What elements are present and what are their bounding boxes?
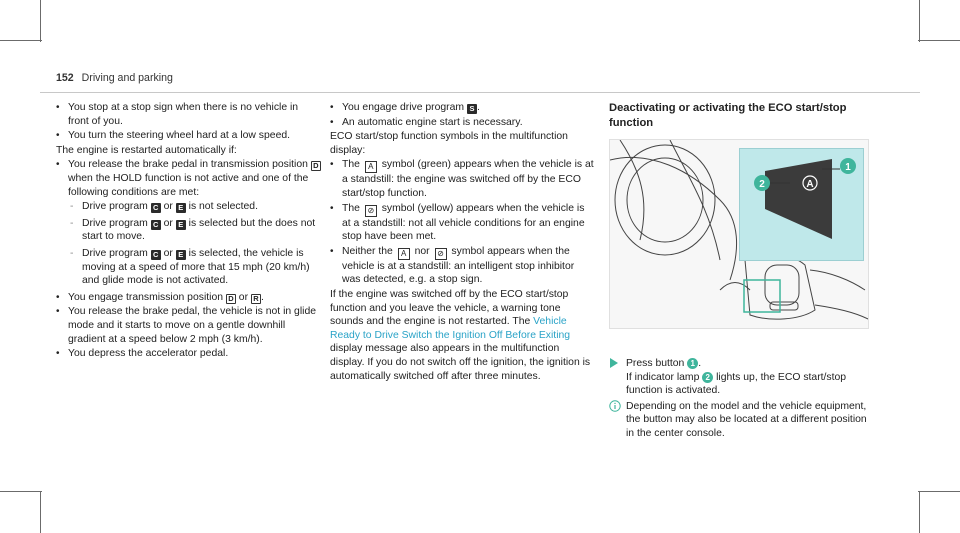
- bullet-dot: •: [330, 102, 334, 113]
- bullet-dot: •: [330, 116, 334, 128]
- instruction-step: [609, 357, 871, 441]
- section-heading: Deactivating or activating the ECO start/stop function: [609, 102, 847, 129]
- key-c: C: [151, 203, 161, 213]
- crop-mark: [40, 0, 41, 42]
- list-item: • An automatic engine start is necessary.: [330, 116, 523, 128]
- callout-1-ref: 1: [687, 358, 698, 369]
- key-e: E: [176, 220, 186, 230]
- inset-drawing: [740, 149, 865, 262]
- callout-1: 1: [845, 162, 851, 173]
- crop-mark: [919, 491, 920, 533]
- restart-intro: The engine is restarted automatically if:: [56, 144, 237, 156]
- eco-start-stop-crossed-icon: ⊘: [435, 248, 447, 260]
- crop-mark: [0, 491, 42, 492]
- callout-2: 2: [759, 179, 765, 190]
- page-header: [56, 72, 696, 86]
- key-d: D: [226, 294, 236, 304]
- symbols-intro: ECO start/stop function symbols in the multifunction display:: [330, 131, 568, 156]
- crop-mark: [918, 40, 960, 41]
- eco-start-stop-icon: A: [365, 161, 377, 173]
- page-number: 152: [56, 72, 74, 84]
- center-console-illustration: [609, 139, 869, 329]
- column-middle: [330, 101, 595, 384]
- closing-paragraph: If the engine was switched off by the ECO start/stop function and you leave the vehicle, a warning tone sounds and the engine is not restarted. The Vehicle Ready to Drive Switch the Ignition Off Before Exiting display message also appears in the multifunction display. If you do not switch off the ignition, the ignition is automatically switched off after three minutes.: [330, 288, 591, 382]
- button-detail-inset: [739, 148, 864, 261]
- crop-mark: [40, 491, 41, 533]
- list-item: • You stop at a stop sign when there is no vehicle in front of you.: [56, 102, 299, 127]
- key-c: C: [151, 220, 161, 230]
- list-item: • You release the brake pedal in transmission position D when the HOLD function is not active and one of the following conditions are met:: [56, 158, 321, 199]
- list-item: • The A symbol (green) appears when the vehicle is at a standstill: the engine was switched off by the ECO start/stop function.: [330, 159, 594, 199]
- crop-mark: [918, 491, 960, 492]
- column-right: [609, 101, 871, 131]
- info-note: Depending on the model and the vehicle equipment, the button may also be located at a different position in the center console.: [609, 400, 871, 441]
- key-s: S: [467, 104, 477, 114]
- svg-text:A: A: [806, 179, 814, 190]
- sub-item: - Drive program C or E is not selected.: [70, 201, 258, 213]
- bullet-dot: •: [56, 348, 60, 360]
- list-item: • You turn the steering wheel hard at a low speed.: [56, 130, 291, 142]
- eco-start-stop-icon: A: [398, 248, 410, 260]
- step-item: Press button 1 . If indicator lamp 2 lights up, the ECO start/stop function is activated.: [609, 357, 871, 398]
- bullet-dot: •: [56, 102, 60, 113]
- list-item: • Neither the A nor ⊘ symbol appears when the vehicle is at a standstill: an intelligent stop inhibitor was detected, e.g. a stop sign.: [330, 245, 575, 286]
- sub-item: - Drive program C or E is selected, the vehicle is moving at a speed of more that 15 mph (20 km/h) and glide mode is not activated.: [70, 247, 310, 287]
- display-message-link[interactable]: Vehicle Ready to Drive Switch the Ignition Off Before Exiting: [330, 316, 571, 341]
- list-item: • You depress the accelerator pedal.: [56, 348, 229, 360]
- sub-item: - Drive program C or E is selected but the does not start to move.: [70, 217, 316, 243]
- bullet-dot: •: [56, 159, 60, 171]
- key-d: D: [311, 161, 321, 171]
- step-arrow-icon: [610, 358, 618, 368]
- bullet-dot: •: [330, 202, 334, 214]
- crop-mark: [0, 40, 42, 41]
- key-e: E: [176, 203, 186, 213]
- column-left: [56, 101, 321, 362]
- key-c: C: [151, 250, 161, 260]
- list-item: • You engage drive program S .: [330, 102, 480, 113]
- bullet-dot: •: [56, 306, 60, 318]
- info-icon: [609, 400, 621, 412]
- key-e: E: [176, 250, 186, 260]
- callout-2-ref: 2: [702, 372, 713, 383]
- bullet-dot: •: [330, 159, 334, 171]
- eco-start-stop-crossed-icon: ⊘: [365, 205, 377, 217]
- section-title: Driving and parking: [81, 72, 173, 84]
- bullet-dot: •: [56, 291, 60, 303]
- list-item: • The ⊘ symbol (yellow) appears when the vehicle is at a standstill: not all vehicle conditions for an engine stop have been met.: [330, 202, 585, 243]
- list-item: • You release the brake pedal, the vehicle is not in glide mode and it starts to move on a gentle downhill gradient at a speed below 2 mph (3 km/h).: [56, 306, 317, 345]
- bullet-dot: •: [56, 130, 60, 142]
- crop-mark: [919, 0, 920, 42]
- list-item: • You engage transmission position D or R .: [56, 291, 264, 303]
- bullet-dot: •: [330, 245, 334, 257]
- header-divider: [40, 92, 920, 93]
- key-r: R: [251, 294, 261, 304]
